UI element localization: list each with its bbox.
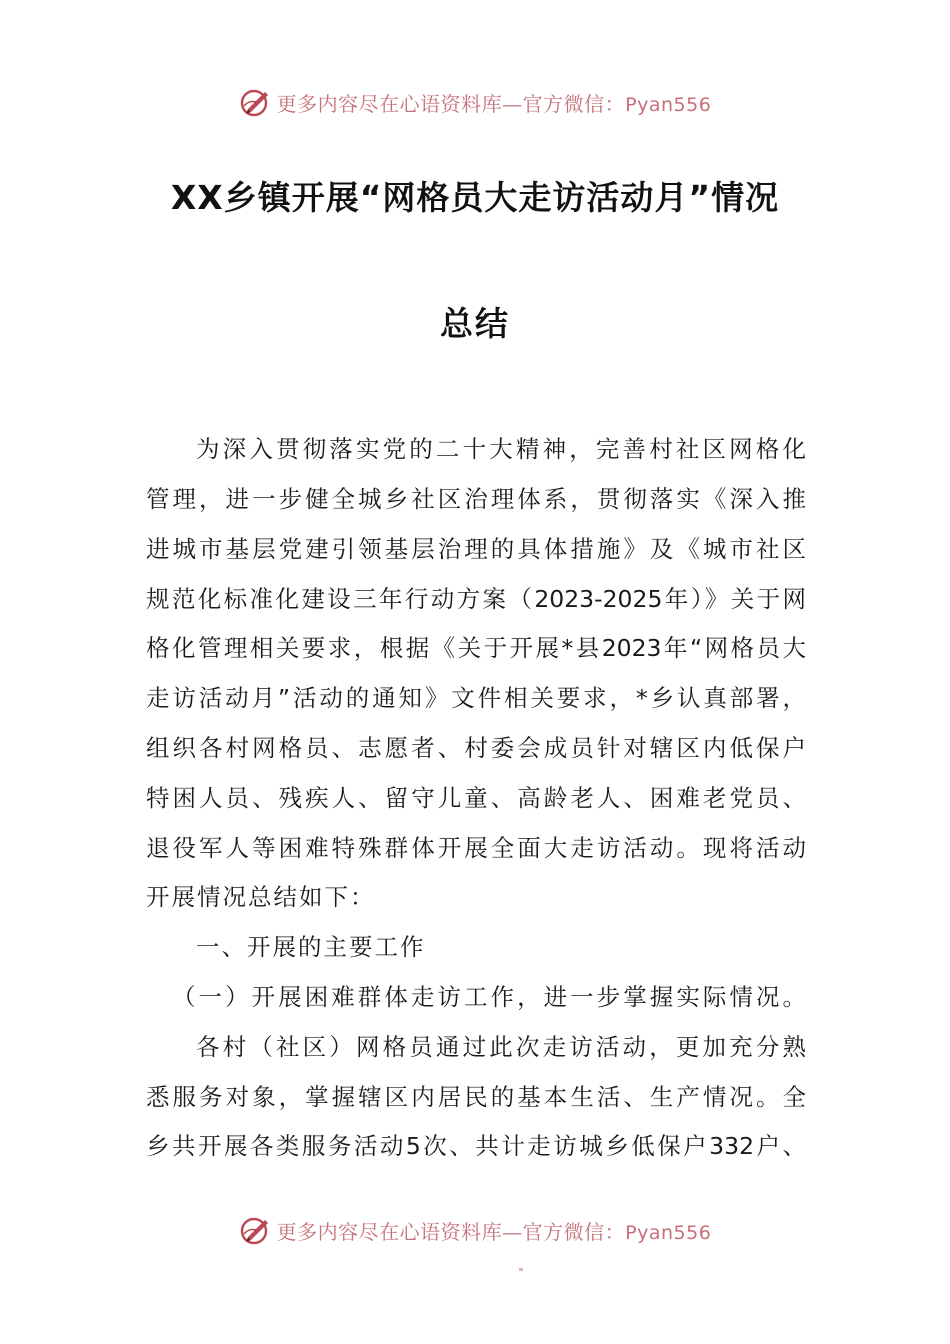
page-mark (519, 1268, 523, 1271)
header-watermark (0, 82, 950, 122)
pen-circle-logo-icon (239, 85, 273, 119)
document-title-line-1: XX乡镇开展“网格员大走访活动月”情况 (170, 178, 780, 217)
paragraph-line: 进城市基层党建引领基层治理的具体措施》及《城市社区 (146, 535, 806, 563)
paragraph-line: 规范化标准化建设三年行动方案（2023-2025年）》关于网 (146, 585, 806, 613)
paragraph-line: 开展情况总结如下： (146, 883, 376, 911)
paragraph-line: 各村（社区）网格员通过此次走访活动，更加充分熟 (196, 1033, 806, 1061)
paragraph-line: 退役军人等困难特殊群体开展全面大走访活动。现将活动 (146, 834, 806, 862)
paragraph-line: 格化管理相关要求，根据《关于开展*县2023年“网格员大 (146, 634, 806, 662)
watermark-text: 更多内容尽在心语资料库—官方微信：Pyan556 (276, 1219, 712, 1244)
paragraph-line: 管理，进一步健全城乡社区治理体系，贯彻落实《深入推 (146, 485, 806, 513)
paragraph-line: 悉服务对象，掌握辖区内居民的基本生活、生产情况。全 (146, 1083, 806, 1111)
footer-watermark (0, 1210, 950, 1250)
paragraph-line: 走访活动月”活动的通知》文件相关要求，*乡认真部署， (146, 684, 806, 712)
paragraph-line: 乡共开展各类服务活动5次、共计走访城乡低保户332户、 (146, 1132, 806, 1160)
paragraph-line: 组织各村网格员、志愿者、村委会成员针对辖区内低保户 (146, 734, 806, 762)
paragraph-line: 特困人员、残疾人、留守儿童、高龄老人、困难老党员、 (146, 784, 806, 812)
document-title-line-2: 总结 (440, 304, 510, 343)
subsection-heading: （一）开展困难群体走访工作，进一步掌握实际情况。 (172, 983, 806, 1011)
pen-circle-logo-icon (239, 1213, 273, 1247)
section-heading: 一、开展的主要工作 (196, 933, 426, 961)
watermark-text: 更多内容尽在心语资料库—官方微信：Pyan556 (276, 91, 712, 116)
paragraph-line: 为深入贯彻落实党的二十大精神，完善村社区网格化 (196, 435, 806, 463)
